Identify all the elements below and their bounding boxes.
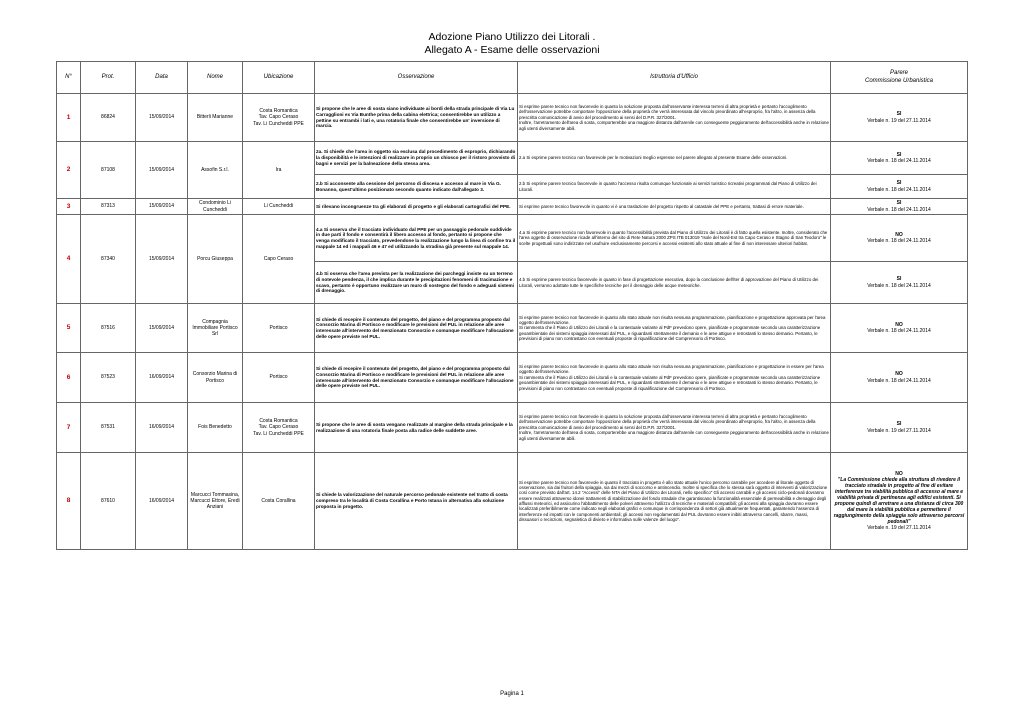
- opinion-verdict: SI: [896, 151, 902, 158]
- row-opinion: [831, 175, 968, 199]
- table-row: [57, 215, 968, 262]
- header-n: N°: [57, 62, 81, 94]
- row-number: 7: [57, 403, 81, 453]
- row-location: Costa Corallina: [243, 453, 315, 550]
- opinion-verdict: SI: [896, 421, 902, 428]
- row-name: Porcu Giuseppa: [188, 215, 243, 304]
- row-opinion: [831, 304, 968, 353]
- row-location: Portisco: [243, 353, 315, 403]
- observations-table: [56, 61, 968, 550]
- row-observation: 4.b Si osserva che l'area prevista per la realizzazione dei parcheggi insiste su un terreno di notevole pendenza, il che implica durante le precipitazioni fenomeni di tracimazione e scavo, pertanto è opportuno realizzare un muro di sostegno del fondo e adeguati sistemi di drenaggio.: [315, 262, 518, 304]
- opinion-minutes: Verbale n. 18 del 24.11.2014: [867, 186, 931, 193]
- row-prot: 87523: [81, 353, 136, 403]
- row-opinion: [831, 403, 968, 453]
- opinion-minutes: Verbale n. 18 del 24.11.2014: [867, 377, 931, 384]
- header-istruttoria: Istruttoria d'Ufficio: [518, 62, 831, 94]
- opinion-minutes: Verbale n. 18 del 24.11.2014: [867, 238, 931, 244]
- row-prot: 87516: [81, 304, 136, 353]
- opinion-verdict: SI: [896, 111, 902, 118]
- row-observation: Si rilevano incongruenze tra gli elaborati di progetto e gli elaborati cartografici del PPE.: [315, 199, 518, 215]
- row-opinion: [831, 453, 968, 550]
- row-location: Ira: [243, 142, 315, 199]
- row-date: 15/09/2014: [136, 142, 188, 199]
- opinion-verdict: NO: [895, 231, 903, 238]
- table-row: [57, 453, 968, 550]
- opinion-verdict: SI: [896, 276, 902, 283]
- row-assessment: Si esprime parere tecnico non favorevole in quanto il tracciato in progetto è allo stato attuale l'unico percorso carrabile per accedere al litorale oggetto di osservazione, sia dai fruitori della spiaggia, sia dai mezzi di soccorso e antincendio. Inoltre si specifica che lo stessa sarà oggetto di interventi di valorizzazione così come previsto dall'art. 14.2 "Accessi" delle NTA del Piano di Utilizzo dei Litorali, nello specifico" Gli accessi carrabili e gli accessi ciclo-pedonali dovranno essere realizzati attraverso idonei trattamenti di stabilizzazione del fondo stradale che garantiscano la funzionalità essenziale di permeabilità e drenaggio degli afflussi meteorici, ed assicurino l'abbattimento delle polveri attraverso l'utilizzo di tecniche e materiali compatibili; gli accessi alla spiaggia dovranno essere localizzati preferibilmente come indicato negli elaborati grafici e comunque in corrispondenza di settori già attualmente frequentati, garantendo l'assenza di interferenze ed impatti con le componenti ambientali; gli accessi non regolamentati dal PUL dovranno essere inibiti attraverso cancelli, sbarre, massi, dissuasori o recinzioni, segnaletica di divieto e informativa sulle valenze del luogo".: [518, 453, 831, 550]
- header-parere: [831, 62, 968, 94]
- row-name: Marcucci Tommasina, Marcucci Ettore, Eredi Anziani: [188, 453, 243, 550]
- row-name: Assofin S.r.l.: [188, 142, 243, 199]
- row-observation: 2.b Si acconsente alla cessione del percorso di discesa e accesso al mare in Via G. Bonanno, quest'ultimo posizionato secondo quanto indicato dall'allegato 3.: [315, 175, 518, 199]
- row-observation: Si chiede la valorizzazione del naturale percorso pedonale esistente nel tratto di costa compreso tra le località di Costa Corallina e Porto Istana in alternativa alla soluzione proposta in progetto.: [315, 453, 518, 550]
- opinion-minutes: Verbale n. 19 del 27.11.2014: [867, 117, 931, 124]
- header-osservazione: Osservazione: [315, 62, 518, 94]
- row-location: Portisco: [243, 304, 315, 353]
- row-observation: Si chiede di recepire il contenuto del progetto, del piano e del programma proposto dal Consorzio Marina di Portisco e modificare le previsioni del PUL in relazione alle aree interessate all'intervento del menzionato Consorzio e comunque modificare l'allocazione delle opere previste nel PUL.: [315, 304, 518, 353]
- row-location: Costa Romantica Tav. Capo Ceraso Tav. Li Cuncheddi PPE: [243, 94, 315, 142]
- opinion-minutes: Verbale n. 19 del 27.11.2014: [867, 525, 931, 532]
- opinion-minutes: Verbale n. 18 del 24.11.2014: [867, 206, 931, 213]
- opinion-minutes: Verbale n. 18 del 24.11.2014: [867, 158, 931, 164]
- opinion-verdict: NO: [895, 321, 903, 328]
- row-number: 4: [57, 215, 81, 304]
- row-date: 15/09/2014: [136, 94, 188, 142]
- row-prot: 87340: [81, 215, 136, 304]
- row-name: Bitterli Marianne: [188, 94, 243, 142]
- table-row: [57, 353, 968, 403]
- row-date: 15/09/2014: [136, 199, 188, 215]
- header-parere-line2: Commissione Urbanistica: [864, 77, 934, 84]
- row-location: Costa Romantica Tav. Capo Ceraso Tav. Li Cuncheddi PPE: [243, 403, 315, 453]
- row-date: 16/09/2014: [136, 353, 188, 403]
- opinion-verdict: NO: [895, 470, 903, 477]
- row-opinion: [831, 262, 968, 304]
- row-opinion: [831, 142, 968, 175]
- row-number: 8: [57, 453, 81, 550]
- row-date: 16/09/2014: [136, 453, 188, 550]
- row-observation: 4.a Si osserva che il tracciato individuato dal PPE per un passaggio pedonale suddivide in due parti il fondo e consentirà il libero accesso al fondo, pertanto si propone che venga modificato il tracciato, prevedendone la realizzazione lungo la linea di confine tra il mappale 14 ed i mappali 46 e 47 ed utilizzando la stradina già presente sul mappale 14.: [315, 215, 518, 262]
- opinion-verdict: NO: [895, 371, 903, 378]
- document-title: Adozione Piano Utilizzo dei Litorali .: [428, 31, 596, 43]
- table-row: [57, 304, 968, 353]
- row-assessment: 4.a Si esprime parere tecnico non favorevole in quanto l'accessibilità prevista dal Piano di Utilizzo dei Litorali è di fatto quella esistente. Inoltre, considerato che l'area oggetto di osservazione ricade all'interno del sito di Rete Natura 2000 ZPS ITB 013019 "Isole del Nord-Est tra Capo Ceraso e Stagno di San Teodoro" le scelte progettuali sono indirizzate nel usufruire esclusivamente percorsi e accessi esistenti allo stato attuale al fine di non interessare ulteriori habitat.: [518, 215, 831, 262]
- row-name: Condominio Li Cuncheddi: [188, 199, 243, 215]
- table-row: [57, 94, 968, 142]
- row-date: 15/09/2014: [136, 215, 188, 304]
- row-location: Li Cuncheddi: [243, 199, 315, 215]
- row-prot: 87313: [81, 199, 136, 215]
- opinion-minutes: Verbale n. 19 del 27.11.2014: [867, 427, 931, 434]
- row-number: 6: [57, 353, 81, 403]
- row-location: Capo Ceraso: [243, 215, 315, 304]
- commission-note: "La Commissione chiede alla struttura di rivedere il tracciato stradale in progetto al fine di evitare interferenze tra viabilità pubblica di accesso al mare e viabilità privata di pertinenza agli edifici esistenti. Si propone quindi di arretrare a una distanza di circa 300 dal mare la viabilità pubblica e permettere il raggiungimento della spiaggia solo attraverso percorsi pedonali": [833, 476, 965, 526]
- row-opinion: [831, 215, 968, 262]
- page-number: Pagina 1: [500, 691, 524, 697]
- row-prot: 87610: [81, 453, 136, 550]
- opinion-verdict: SI: [896, 180, 902, 187]
- row-observation: Si chiede di recepire il contenuto del progetto, del piano e del programma proposto dal Consorzio Marina di Portisco e modificare le previsioni del PUL in relazione alle aree interessate all'intervento del menzionato Consorzio e comunque modificare l'allocazione delle opere previste nel PUL.: [315, 353, 518, 403]
- row-number: 1: [57, 94, 81, 142]
- header-data: Data: [136, 62, 188, 94]
- opinion-minutes: Verbale n. 18 del 24.11.2014: [867, 328, 931, 334]
- row-assessment: Si esprime parere tecnico non favorevole in quanto allo stato attuale non risulta nessuna programmazione, pianificazione e progettazione approvata per l'area oggetto dell'osservazione. Si rammenta che il Piano di Utilizzo dei Litorali e la contestuale variante al PdF prevedono opere, pianificate e programmate secondo una caratterizzazione geoambientale dei sistemi spiaggia interessati dal PUL, e riguardanti strettamente il demanio e le aree attigue e retrostanti lo stesso demanio. Pertanto, le previsioni di piano non contrastano con eventuali proposte di riqualificazione del Comprensorio di Portisco.: [518, 304, 831, 353]
- row-assessment: 2.a Si esprime parere tecnico non favorevole per le motivazioni meglio espresse nel parere allegato al presente Esame delle osservazioni.: [518, 142, 831, 175]
- row-number: 2: [57, 142, 81, 199]
- row-number: 5: [57, 304, 81, 353]
- header-prot: Prot.: [81, 62, 136, 94]
- row-name: Consorzio Marina di Portisco: [188, 353, 243, 403]
- table-row: [57, 199, 968, 215]
- row-observation: Si propone che le aree di sosta vengano realizzate al margine della strada principale e la realizzazione di una rotatoria finale posta alla radice delle suddette aree.: [315, 403, 518, 453]
- row-assessment: Si esprime parere tecnico non favorevole in quanto la soluzione proposta dall'osservante interessa terreni di altra proprietà e pertanto l'accoglimento dell'osservazione potrebbe comportare l'opposizione della proprietà che verrà interessata dal vincolo preordinato all'esproprio, fra l'altro, in assenza della prescritta comunicazione di avvio del procedimento ai sensi del D.P.R. 327/2001. Inoltre, l'arretramento dell'area di sosta, comporterebbe una maggiore distanza dall'arenile con conseguente peggioramento dell'accessibilità anche in relazione agli utenti diversamente abili.: [518, 403, 831, 453]
- row-opinion: [831, 353, 968, 403]
- row-assessment: 2.b Si esprime parere tecnico favorevole in quanto l'accesso risulta comunque funzionale ai servizi turistico ricreativi programmati dal Piano di Utilizzo dei Litorali.: [518, 175, 831, 199]
- opinion-verdict: SI: [896, 200, 902, 207]
- table-row: [57, 142, 968, 175]
- row-assessment: Si esprime parere tecnico favorevole in quanto vi è una traslazione del progetto rispetto al catastale del PPE e pertanto, trattasi di errore materiale.: [518, 199, 831, 215]
- row-assessment: Si esprime parere tecnico non favorevole in quanto la soluzione proposta dall'osservante interessa terreni di altra proprietà e pertanto l'accoglimento dell'osservazione potrebbe comportare l'opposizione della proprietà che verrà interessata dal vincolo preordinato all'esproprio, fra l'altro, in assenza della prescritta comunicazione di avvio del procedimento ai sensi del D.P.R. 327/2001. Inoltre, l'arretramento dell'area di sosta, comporterebbe una maggiore distanza dall'arenile con conseguente peggioramento dell'accessibilità anche in relazione agli utenti diversamente abili.: [518, 94, 831, 142]
- row-prot: 86824: [81, 94, 136, 142]
- row-name: Fois Benedetto: [188, 403, 243, 453]
- row-assessment: 4.b Si esprime parere tecnico favorevole in quanto in fase di progettazione esecutiva, dopo la conclusione dell'iter di approvazione del Piano di Utilizzo dei Litorali, verranno adottate tutte le specifiche tecniche per il drenaggio delle acque meteoriche.: [518, 262, 831, 304]
- row-observation: 2a. Si chiede che l'area in oggetto sia esclusa dal procedimento di esproprio, dichiarando la disponibilità e le intenzioni di realizzare in proprio un chiosco per il ristoro provvisto di bagni e servizi per la balneazione della stessa area.: [315, 142, 518, 175]
- row-prot: 87531: [81, 403, 136, 453]
- table-row: [57, 403, 968, 453]
- row-opinion: [831, 94, 968, 142]
- row-date: 15/09/2014: [136, 304, 188, 353]
- row-number: 3: [57, 199, 81, 215]
- header-parere-line1: Parere: [889, 70, 908, 77]
- row-name: Compagnia Immobiliare Portisco Srl: [188, 304, 243, 353]
- header-nome: Nome: [188, 62, 243, 94]
- row-opinion: [831, 199, 968, 215]
- opinion-minutes: Verbale n. 18 del 24.11.2014: [867, 282, 931, 289]
- row-observation: Si propone che le aree di sosta siano individuate ai bordi della strada principale di Via Lu Carragglioni ex Via Bunthe prima della cabina elettrica; consentirebbe un utilizzo a pettine su entrambi i lati e, una rotatoria finale che consentirebbe un' inversione di marcia.: [315, 94, 518, 142]
- row-assessment: Si esprime parere tecnico non favorevole in quanto allo stato attuale non risulta nessuna programmazione, pianificazione e progettazione in essere per l'area oggetto dell'osservazione. Si rammenta che il Piano di Utilizzo dei Litorali e la contestuale variante al PdF prevedono opere, pianificate e programmate secondo una caratterizzazione geoambientale dei sistemi spiaggia interessati dal PUL, e riguardanti strettamente il demanio e le aree attigue e retrostanti lo stesso demanio. Pertanto, le previsioni di piano non contrastano con eventuali proposte di riqualificazione del Comprensorio di Portisco.: [518, 353, 831, 403]
- row-prot: 87108: [81, 142, 136, 199]
- table-header-row: [57, 62, 968, 94]
- row-date: 16/09/2014: [136, 403, 188, 453]
- document-subtitle: Allegato A - Esame delle osservazioni: [424, 44, 600, 56]
- header-ubicazione: Ubicazione: [243, 62, 315, 94]
